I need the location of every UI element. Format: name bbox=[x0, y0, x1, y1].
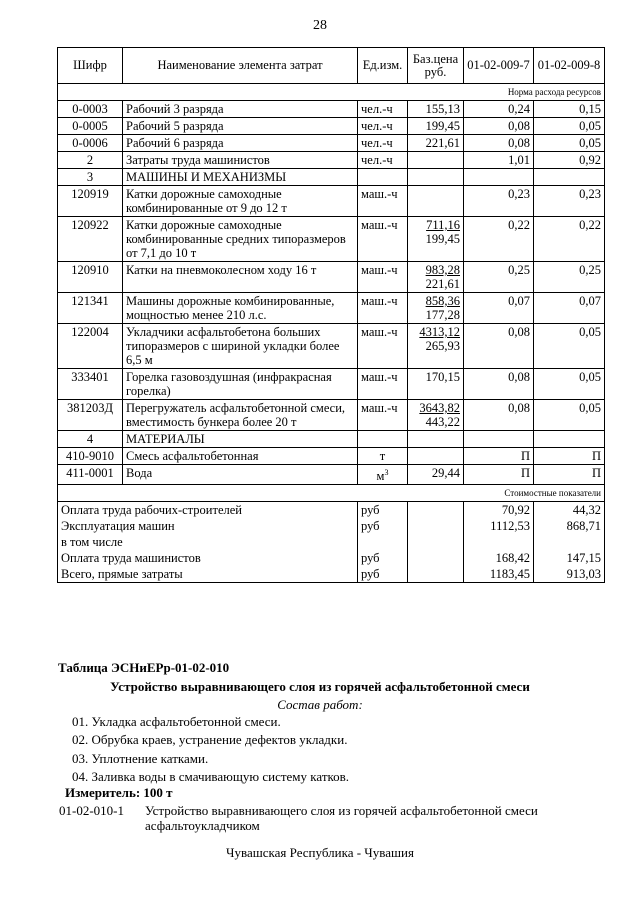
table-row bbox=[58, 324, 605, 369]
cell-price: 221,61 bbox=[408, 135, 464, 152]
table-subtitle: Устройство выравнивающего слоя из горячей асфальтобетонной смеси bbox=[110, 679, 530, 694]
item-code: 01-02-010-1 bbox=[59, 803, 124, 818]
cell-name: Укладчики асфальтобетона больших типоразмеров с шириной укладки более 6,5 м bbox=[123, 324, 358, 369]
cell-name: Перегружатель асфальтобетонной смеси, вместимость бункера более 20 т bbox=[123, 400, 358, 431]
cell-price: 29,44 bbox=[408, 465, 464, 485]
cell-code: 411-0001 bbox=[58, 465, 123, 485]
header-col-a: 01-02-009-7 bbox=[464, 48, 534, 84]
table-row bbox=[58, 118, 605, 135]
cell-col-b: 0,92 bbox=[534, 152, 605, 169]
cell-empty bbox=[534, 169, 605, 186]
cell-price bbox=[408, 448, 464, 465]
summary-row bbox=[58, 502, 605, 519]
cell-empty bbox=[408, 502, 464, 519]
cell-name: МАТЕРИАЛЫ bbox=[123, 431, 358, 448]
cell-name: Горелка газовоздушная (инфракрасная горелка) bbox=[123, 369, 358, 400]
price-bottom: 443,22 bbox=[425, 415, 460, 429]
cell-unit: руб bbox=[358, 502, 408, 519]
cell-col-b: 0,23 bbox=[534, 186, 605, 217]
cell-name: в том числе bbox=[58, 534, 358, 550]
cell-unit: руб bbox=[358, 550, 408, 566]
cell-price bbox=[408, 217, 464, 262]
cell-empty bbox=[358, 431, 408, 448]
cell-col-a bbox=[464, 534, 534, 550]
cell-col-b bbox=[534, 534, 605, 550]
cell-code: 120919 bbox=[58, 186, 123, 217]
cell-col-b: П bbox=[534, 448, 605, 465]
cell-unit bbox=[358, 448, 408, 465]
cell-price bbox=[408, 400, 464, 431]
unit-text: м bbox=[376, 469, 385, 484]
cell-name: Вода bbox=[123, 465, 358, 485]
cell-code: 0-0003 bbox=[58, 101, 123, 118]
cell-empty bbox=[358, 169, 408, 186]
work-steps-list bbox=[72, 713, 349, 786]
cell-unit: маш.-ч bbox=[358, 186, 408, 217]
page-number: 28 bbox=[313, 18, 327, 33]
table-body bbox=[58, 84, 605, 583]
cell-name: Рабочий 5 разряда bbox=[123, 118, 358, 135]
cell-name: Всего, прямые затраты bbox=[58, 566, 358, 583]
cell-unit: чел.-ч bbox=[358, 101, 408, 118]
cell-empty bbox=[408, 431, 464, 448]
table-row bbox=[58, 262, 605, 293]
cell-col-b: 868,71 bbox=[534, 518, 605, 534]
cell-code: 410-9010 bbox=[58, 448, 123, 465]
item-description: Устройство выравнивающего слоя из горячей асфальтобетонной смеси асфальтоукладчиком bbox=[145, 803, 538, 833]
cell-price bbox=[408, 186, 464, 217]
cell-unit: маш.-ч bbox=[358, 400, 408, 431]
cell-unit: чел.-ч bbox=[358, 135, 408, 152]
cell-col-b: 913,03 bbox=[534, 566, 605, 583]
price-bottom: 265,93 bbox=[425, 339, 460, 353]
section-label-row bbox=[58, 84, 605, 101]
cell-col-a: 1183,45 bbox=[464, 566, 534, 583]
table-title: Таблица ЭСНиЕРр-01-02-010 bbox=[58, 660, 230, 675]
summary-row bbox=[58, 550, 605, 566]
header-base-price: Баз.цена руб. bbox=[408, 48, 464, 84]
summary-row bbox=[58, 534, 605, 550]
cell-unit: чел.-ч bbox=[358, 152, 408, 169]
cell-name: МАШИНЫ И МЕХАНИЗМЫ bbox=[123, 169, 358, 186]
table-row bbox=[58, 217, 605, 262]
cell-code: 2 bbox=[58, 152, 123, 169]
cell-unit bbox=[358, 465, 408, 485]
cell-col-a: 0,08 bbox=[464, 400, 534, 431]
cell-code: 122004 bbox=[58, 324, 123, 369]
cell-unit: чел.-ч bbox=[358, 118, 408, 135]
cell-col-b: П bbox=[534, 465, 605, 485]
cell-code: 0-0006 bbox=[58, 135, 123, 152]
cell-col-b: 0,25 bbox=[534, 262, 605, 293]
cell-code: 381203Д bbox=[58, 400, 123, 431]
cell-empty bbox=[408, 518, 464, 534]
price-top: 4313,12 bbox=[419, 325, 460, 339]
cell-col-b: 0,05 bbox=[534, 400, 605, 431]
work-step: 04. Заливка воды в смачивающую систему катков. bbox=[72, 768, 350, 784]
cell-col-b: 0,22 bbox=[534, 217, 605, 262]
header-unit: Ед.изм. bbox=[358, 48, 408, 84]
cell-col-b: 0,15 bbox=[534, 101, 605, 118]
cell-empty bbox=[408, 566, 464, 583]
resource-cost-table bbox=[57, 47, 605, 583]
cell-price: 155,13 bbox=[408, 101, 464, 118]
cell-name: Катки дорожные самоходные комбинированные от 9 до 12 т bbox=[123, 186, 358, 217]
summary-row bbox=[58, 566, 605, 583]
cell-empty bbox=[464, 169, 534, 186]
cell-col-b: 44,32 bbox=[534, 502, 605, 519]
cell-col-a: П bbox=[464, 448, 534, 465]
price-top: 711,16 bbox=[426, 218, 460, 232]
unit-superscript: 3 bbox=[384, 468, 389, 477]
work-step: 03. Уплотнение катками. bbox=[72, 750, 209, 766]
cell-empty bbox=[534, 431, 605, 448]
cell-unit: маш.-ч bbox=[358, 217, 408, 262]
cell-code: 4 bbox=[58, 431, 123, 448]
cell-price bbox=[408, 152, 464, 169]
price-top: 983,28 bbox=[425, 263, 460, 277]
cell-unit: маш.-ч bbox=[358, 293, 408, 324]
group-header-row bbox=[58, 169, 605, 186]
cell-empty bbox=[408, 550, 464, 566]
cell-unit: маш.-ч bbox=[358, 262, 408, 293]
cell-name: Эксплуатация машин bbox=[58, 518, 358, 534]
summary-row bbox=[58, 518, 605, 534]
cell-unit: маш.-ч bbox=[358, 369, 408, 400]
table-row bbox=[58, 293, 605, 324]
cell-col-b: 0,05 bbox=[534, 135, 605, 152]
cell-name: Оплата труда машинистов bbox=[58, 550, 358, 566]
cell-code: 333401 bbox=[58, 369, 123, 400]
table-row bbox=[58, 186, 605, 217]
section-label-row bbox=[58, 485, 605, 502]
cell-col-a: 0,25 bbox=[464, 262, 534, 293]
price-bottom: 177,28 bbox=[425, 308, 460, 322]
table-row bbox=[58, 135, 605, 152]
cell-col-a: 168,42 bbox=[464, 550, 534, 566]
cell-col-a: 0,08 bbox=[464, 135, 534, 152]
cell-col-b: 0,05 bbox=[534, 118, 605, 135]
cell-name: Рабочий 6 разряда bbox=[123, 135, 358, 152]
cell-col-a: 0,07 bbox=[464, 293, 534, 324]
cell-col-a: 1112,53 bbox=[464, 518, 534, 534]
cell-name: Смесь асфальтобетонная bbox=[123, 448, 358, 465]
section-label: Норма расхода ресурсов bbox=[58, 84, 605, 101]
header-col-b: 01-02-009-8 bbox=[534, 48, 605, 84]
header-name: Наименование элемента затрат bbox=[123, 48, 358, 84]
cell-col-b: 0,05 bbox=[534, 369, 605, 400]
price-bottom: 199,45 bbox=[425, 232, 460, 246]
cell-price bbox=[408, 262, 464, 293]
cell-col-b: 0,07 bbox=[534, 293, 605, 324]
cell-col-a: 0,23 bbox=[464, 186, 534, 217]
cell-col-b: 147,15 bbox=[534, 550, 605, 566]
cell-name: Затраты труда машинистов bbox=[123, 152, 358, 169]
price-top: 3643,82 bbox=[419, 401, 460, 415]
composition-heading: Состав работ: bbox=[277, 697, 363, 712]
cell-col-a: 0,08 bbox=[464, 324, 534, 369]
table-row bbox=[58, 101, 605, 118]
cell-name: Оплата труда рабочих-строителей bbox=[58, 502, 358, 519]
table-row bbox=[58, 152, 605, 169]
cell-empty bbox=[408, 169, 464, 186]
price-bottom: 221,61 bbox=[425, 277, 460, 291]
measurer: Измеритель: 100 т bbox=[65, 785, 173, 800]
cell-price: 170,15 bbox=[408, 369, 464, 400]
cell-price: 199,45 bbox=[408, 118, 464, 135]
table-header-row bbox=[58, 48, 605, 84]
cell-code: 0-0005 bbox=[58, 118, 123, 135]
cell-name: Катки на пневмоколесном ходу 16 т bbox=[123, 262, 358, 293]
table-row bbox=[58, 369, 605, 400]
price-top: 858,36 bbox=[425, 294, 460, 308]
cell-price bbox=[408, 324, 464, 369]
work-step: 02. Обрубка краев, устранение дефектов укладки. bbox=[72, 732, 348, 748]
section-label: Стоимостные показатели bbox=[58, 485, 605, 502]
cell-code: 121341 bbox=[58, 293, 123, 324]
cell-col-a: 0,08 bbox=[464, 118, 534, 135]
table-row bbox=[58, 448, 605, 465]
cell-unit: руб bbox=[358, 518, 408, 534]
cell-name: Рабочий 3 разряда bbox=[123, 101, 358, 118]
cell-code: 120910 bbox=[58, 262, 123, 293]
group-header-row bbox=[58, 431, 605, 448]
cell-name: Катки дорожные самоходные комбинированные средних типоразмеров от 7,1 до 10 т bbox=[123, 217, 358, 262]
cell-unit: руб bbox=[358, 566, 408, 583]
cell-empty bbox=[464, 431, 534, 448]
cell-col-b: 0,05 bbox=[534, 324, 605, 369]
cell-col-a: П bbox=[464, 465, 534, 485]
unit-text: т bbox=[379, 449, 386, 463]
cell-name: Машины дорожные комбинированные, мощностью менее 210 л.с. bbox=[123, 293, 358, 324]
table-row bbox=[58, 400, 605, 431]
cell-unit bbox=[358, 534, 408, 550]
cell-code: 120922 bbox=[58, 217, 123, 262]
cell-col-a: 70,92 bbox=[464, 502, 534, 519]
cell-col-a: 1,01 bbox=[464, 152, 534, 169]
table-row bbox=[58, 465, 605, 485]
footer-region: Чувашская Республика - Чувашия bbox=[226, 845, 414, 860]
cell-unit: маш.-ч bbox=[358, 324, 408, 369]
cell-col-a: 0,08 bbox=[464, 369, 534, 400]
cell-col-a: 0,22 bbox=[464, 217, 534, 262]
work-step: 01. Укладка асфальтобетонной смеси. bbox=[72, 714, 281, 729]
cell-code: 3 bbox=[58, 169, 123, 186]
cell-price bbox=[408, 293, 464, 324]
cell-empty bbox=[408, 534, 464, 550]
cell-col-a: 0,24 bbox=[464, 101, 534, 118]
header-code: Шифр bbox=[58, 48, 123, 84]
